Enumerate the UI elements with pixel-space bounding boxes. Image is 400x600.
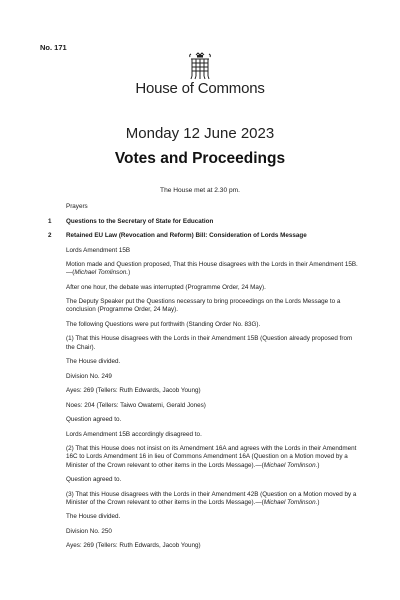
agenda-item-1 — [48, 218, 360, 226]
ayes-result: Ayes: 269 (Tellers: Ruth Edwards, Jacob Young) — [66, 542, 201, 550]
paragraph-end: ) — [128, 269, 131, 277]
division-number: Division No. 249 — [66, 372, 112, 380]
ayes-result: Ayes: 269 (Tellers: Ruth Edwards, Jacob Young) — [66, 387, 201, 395]
paragraph — [66, 261, 360, 277]
item-heading: Retained EU Law (Revocation and Reform) Bill: Consideration of Lords Message — [66, 232, 307, 239]
page-title: Votes and Proceedings — [114, 150, 286, 167]
paragraph: The House divided. — [66, 358, 121, 366]
document-number: No. 171 — [40, 43, 67, 52]
member-name: Michael Tomlinson. — [263, 461, 318, 469]
item-number: 2 — [48, 232, 52, 239]
noes-result: Noes: 204 (Tellers: Taiwo Owatemi, Gerald Jones) — [66, 401, 206, 409]
member-name: Michael Tomlinson. — [74, 269, 129, 277]
item-heading: Questions to the Secretary of State for Education — [66, 217, 214, 225]
paragraph-end: ) — [317, 461, 320, 469]
paragraph — [66, 491, 360, 507]
house-met-time: The House met at 2.30 pm. — [160, 187, 240, 194]
proceedings-body — [48, 203, 360, 557]
paragraph-text: (3) That this House disagrees with the Lords in their Amendment 42B (Question on a Motion moved by a Minister of the Crown relevant to other items in the Lords Message).—( — [66, 490, 357, 506]
paragraph: Lords Amendment 15B accordingly disagreed to. — [66, 430, 202, 438]
portcullis-icon — [189, 52, 211, 80]
paragraph: Question agreed to. — [66, 476, 122, 484]
paragraph: After one hour, the debate was interrupted (Programme Order, 24 May). — [66, 283, 266, 291]
paragraph: Lords Amendment 15B — [66, 246, 131, 254]
prayers-text: Prayers — [66, 203, 88, 210]
paragraph: The House divided. — [66, 513, 121, 521]
paragraph: The Deputy Speaker put the Questions necessary to bring proceedings on the Lords Message to a conclusion (Programme Order, 24 May). — [66, 298, 341, 314]
member-name: Michael Tomlinson. — [263, 498, 318, 506]
agenda-item-2 — [48, 232, 360, 240]
house-of-commons-logo: House of Commons — [135, 80, 265, 97]
paragraph: Question agreed to. — [66, 416, 122, 424]
sitting-date: Monday 12 June 2023 — [125, 125, 275, 142]
paragraph — [66, 445, 360, 470]
item-number: 1 — [48, 217, 52, 225]
paragraph-end: ) — [317, 498, 320, 506]
paragraph: The following Questions were put forthwith (Standing Order No. 83G). — [66, 320, 261, 328]
division-number: Division No. 250 — [66, 527, 112, 535]
paragraph: (1) That this House disagrees with the Lords in their Amendment 15B (Question already proposed from the Chair). — [66, 335, 353, 351]
paragraph-text: (2) That this House does not insist on its Amendment 16A and agrees with the Lords in their Amendment 16C to Lords Amendment 16 in lieu of Commons Amendment 16A (Question on a Motion moved by a Minister of the Crown relevant to other items in the Lords Message).—( — [66, 445, 357, 469]
paragraph-text: Motion made and Question proposed, That this House disagrees with the Lords in their Amendment 15B.—( — [66, 261, 358, 277]
